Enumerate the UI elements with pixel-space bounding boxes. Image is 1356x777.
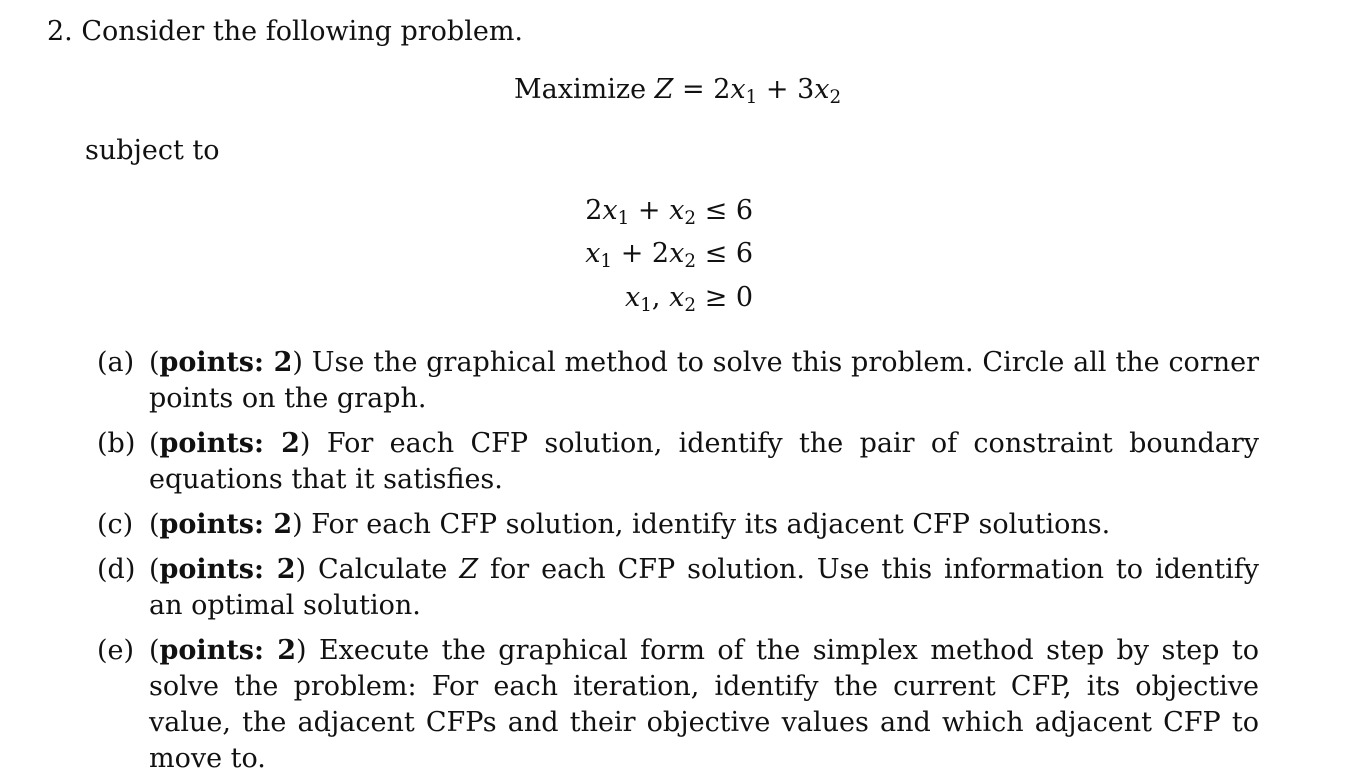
points-open: ( <box>149 509 160 540</box>
objective-lhs: Z <box>654 74 674 105</box>
points-label: points: 2 <box>159 635 296 666</box>
constraint-coef-1: 2 <box>585 195 603 226</box>
objective-sub-2: 2 <box>829 87 842 109</box>
part-text: For each CFP solution, identify the pair of constraint boundary equations that it satisfies. <box>149 428 1259 495</box>
objective-var-1: x <box>730 74 746 105</box>
points-open: ( <box>149 428 160 459</box>
part-label: (d) <box>97 554 136 585</box>
constraint-relation: ≤ <box>696 238 736 269</box>
points-open: ( <box>149 554 160 585</box>
constraint-nonnegativity <box>625 280 753 316</box>
part-c <box>97 507 1259 543</box>
constraint-var-2: x <box>669 282 685 313</box>
problem-intro: Consider the following problem. <box>81 16 524 47</box>
part-body <box>149 426 1259 498</box>
constraint-var-1: x <box>602 195 618 226</box>
part-label: (e) <box>97 635 135 666</box>
objective-plus: + <box>757 74 798 105</box>
constraint-sub-2: 2 <box>684 295 697 317</box>
constraint-sub-2: 2 <box>684 251 697 273</box>
objective-coef-1: 2 <box>713 74 731 105</box>
constraint-coef-2: 2 <box>651 238 670 269</box>
constraint-var-2: x <box>669 238 685 269</box>
part-d <box>97 552 1259 624</box>
objective-verb: Maximize <box>514 74 647 105</box>
points-close: ) <box>292 509 303 540</box>
objective-function <box>514 72 841 108</box>
constraint-2 <box>585 236 753 272</box>
part-body <box>149 345 1259 417</box>
constraint-relation: ≥ <box>696 282 736 313</box>
part-text: Use the graphical method to solve this problem. Circle all the corner points on the graph. <box>149 347 1259 414</box>
part-e <box>97 633 1259 777</box>
points-open: ( <box>149 635 160 666</box>
points-label: points: 2 <box>159 509 293 540</box>
problem-header <box>47 14 523 50</box>
constraint-var-1: x <box>625 282 641 313</box>
points-close: ) <box>299 428 311 459</box>
part-body <box>149 507 1259 543</box>
constraint-op: + <box>612 238 652 269</box>
constraint-op: + <box>629 195 670 226</box>
constraint-relation: ≤ <box>696 195 736 226</box>
part-label: (a) <box>97 347 135 378</box>
part-text: Execute the graphical form of the simplex method step by step to solve the problem: For each iteration, identify the current CFP, its objective value, the adjacent CFPs and their objective values and which adjacent CFP to move to. <box>149 635 1259 774</box>
points-close: ) <box>296 635 307 666</box>
constraint-sub-1: 1 <box>640 295 652 317</box>
part-body <box>149 633 1259 777</box>
objective-equals: = <box>673 74 714 105</box>
points-close: ) <box>292 347 303 378</box>
subject-to-label: subject to <box>85 135 220 166</box>
part-b <box>97 426 1259 498</box>
part-label: (b) <box>97 428 136 459</box>
constraint-1 <box>585 193 753 229</box>
constraint-rhs: 6 <box>735 195 753 226</box>
part-a <box>97 345 1259 417</box>
part-text: For each CFP solution, identify its adjacent CFP solutions. <box>302 509 1111 540</box>
objective-coef-2: 3 <box>797 74 815 105</box>
points-close: ) <box>295 554 307 585</box>
part-text-after: for each CFP solution. Use this information to identify an optimal solution. <box>149 554 1259 621</box>
points-open: ( <box>149 347 160 378</box>
points-label: points: 2 <box>159 347 293 378</box>
part-label: (c) <box>97 509 134 540</box>
part-variable: Z <box>459 554 479 585</box>
objective-sub-1: 1 <box>745 87 758 109</box>
points-label: points: 2 <box>159 554 296 585</box>
constraint-sub-2: 2 <box>684 208 697 230</box>
constraint-rhs: 0 <box>735 282 753 313</box>
part-text-before: Calculate <box>306 554 460 585</box>
part-body <box>149 552 1259 624</box>
objective-var-2: x <box>814 74 830 105</box>
constraint-separator: , <box>651 282 670 313</box>
constraint-var-2: x <box>669 195 685 226</box>
problem-number: 2. <box>47 16 73 47</box>
constraint-rhs: 6 <box>735 238 753 269</box>
points-label: points: 2 <box>159 428 300 459</box>
constraint-var-1: x <box>585 238 601 269</box>
constraint-sub-1: 1 <box>617 208 630 230</box>
constraint-sub-1: 1 <box>600 251 613 273</box>
